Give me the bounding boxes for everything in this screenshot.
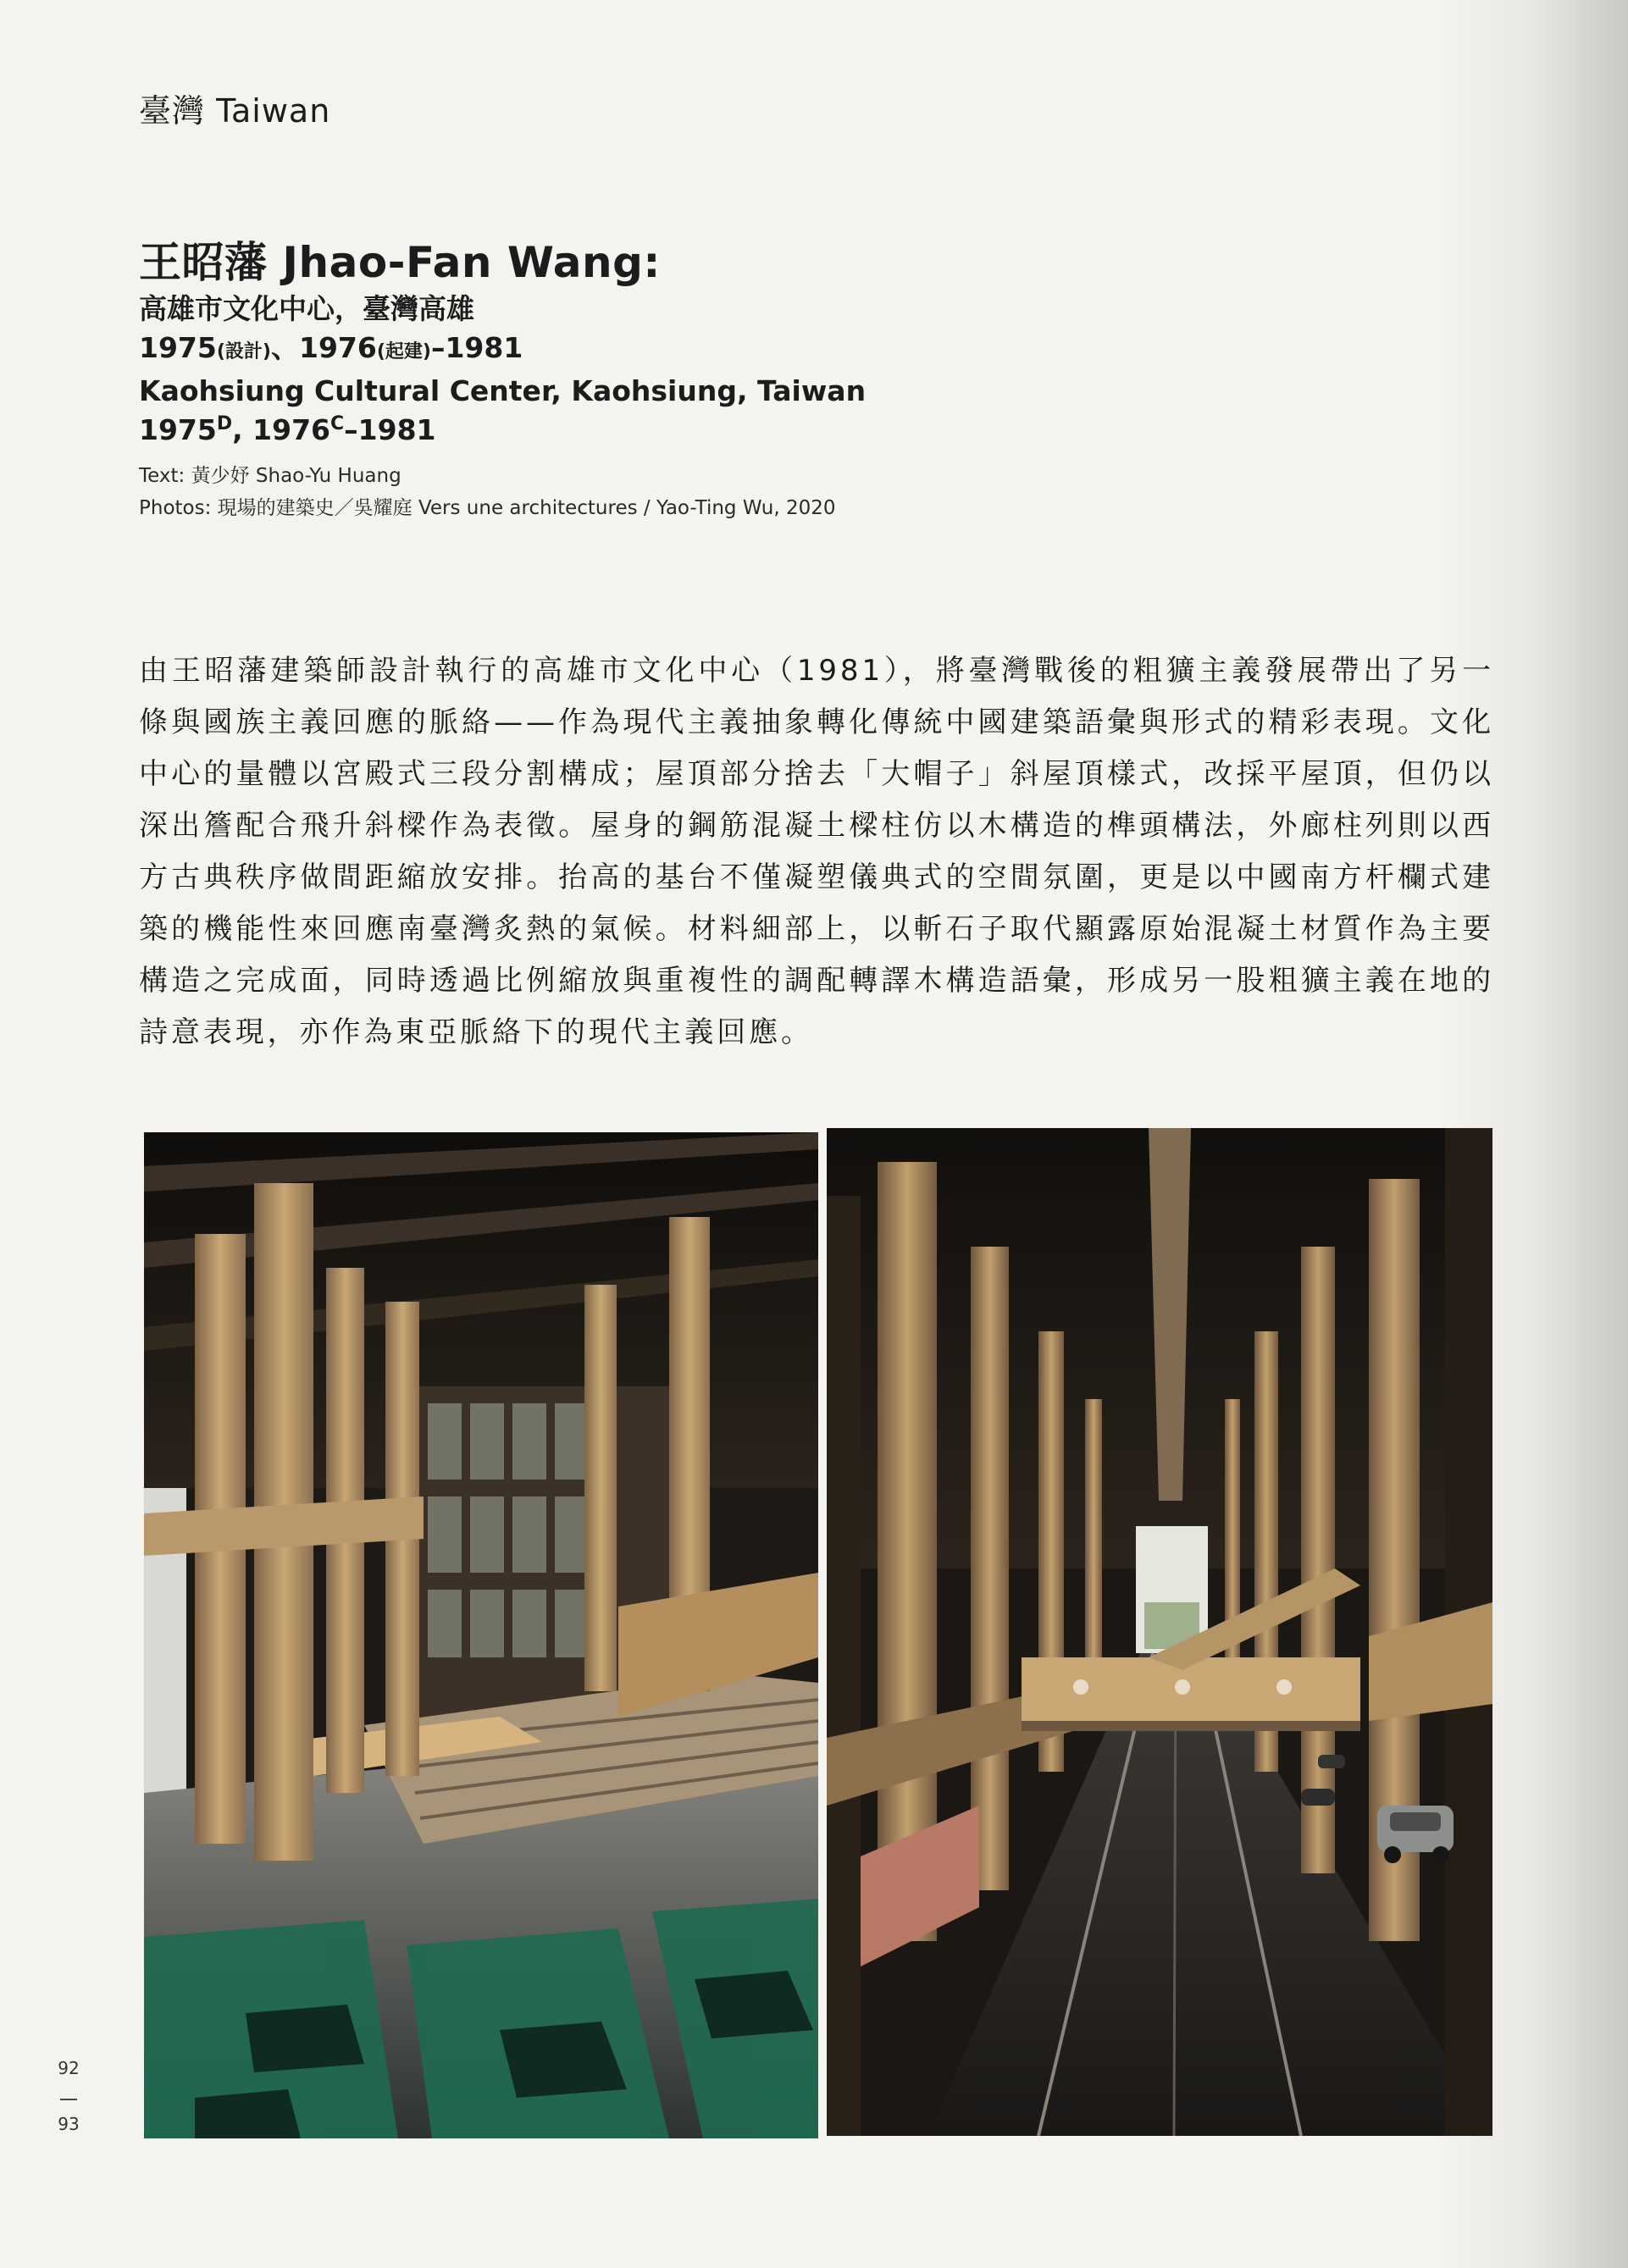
- design-note: (設計): [216, 341, 271, 362]
- colonnade-steps-illustration: [144, 1132, 818, 2138]
- section-label: 臺灣 Taiwan: [139, 92, 331, 130]
- arcade-bridge-illustration: [827, 1128, 1492, 2136]
- year-separator: 、: [270, 331, 299, 364]
- end-year: –1981: [430, 331, 523, 364]
- architect-title: 王昭藩 Jhao-Fan Wang:: [139, 238, 661, 287]
- photo-arcade-bridge: [827, 1128, 1492, 2136]
- building-name-english: Kaohsiung Cultural Center, Kaohsiung, Taiwan: [139, 374, 867, 407]
- design-year-en: 1975: [139, 413, 217, 446]
- body-paragraph: 由王昭藩建築師設計執行的高雄市文化中心（1981），將臺灣戰後的粗獷主義發展帶出了另一條與國族主義回應的脈絡——作為現代主義抽象轉化傳統中國建築語彙與形式的精彩表現。文化中心的量體以宮殿式三段分割構成；屋頂部分捨去「大帽子」斜屋頂樣式，改採平屋頂，但仍以深出簷配合飛升斜樑作為表徵。屋身的鋼筋混凝土樑柱仿以木構造的榫頭構法，外廊柱列則以西方古典秩序做間距縮放安排。抬高的基台不僅凝塑儀典式的空間氛圍，更是以中國南方杆欄式建築的機能性來回應南臺灣炙熱的氣候。材料細部上，以斬石子取代顯露原始混凝土材質作為主要構造之完成面，同時透過比例縮放與重複性的調配轉譯木構造語彙，形成另一股粗獷主義在地的詩意表現，亦作為東亞脈絡下的現代主義回應。: [139, 654, 1494, 1049]
- build-year: 1976: [298, 331, 377, 364]
- text-credit: Text: 黃少妤 Shao-Yu Huang: [139, 465, 401, 487]
- title-block: [139, 235, 1240, 524]
- build-note: (起建): [376, 341, 431, 362]
- photo-colonnade-steps: [144, 1132, 818, 2138]
- design-year: 1975: [139, 331, 217, 364]
- page-number-right: 93: [58, 2114, 80, 2134]
- end-year-en: –1981: [344, 413, 436, 446]
- building-name-chinese: 高雄市文化中心，臺灣高雄: [139, 292, 474, 325]
- page-number-left: 92: [58, 2058, 80, 2078]
- build-sup: C: [330, 413, 345, 434]
- build-year-en: 1976: [252, 413, 331, 446]
- years-english: [139, 411, 1240, 450]
- design-sup: D: [216, 413, 233, 434]
- year-separator-en: ,: [232, 413, 253, 446]
- page-number-divider: [60, 2099, 77, 2100]
- photo-credit: Photos: 現場的建築史／吳耀庭 Vers une architectures / Yao-Ting Wu, 2020: [139, 497, 836, 519]
- years-chinese: [139, 329, 1240, 372]
